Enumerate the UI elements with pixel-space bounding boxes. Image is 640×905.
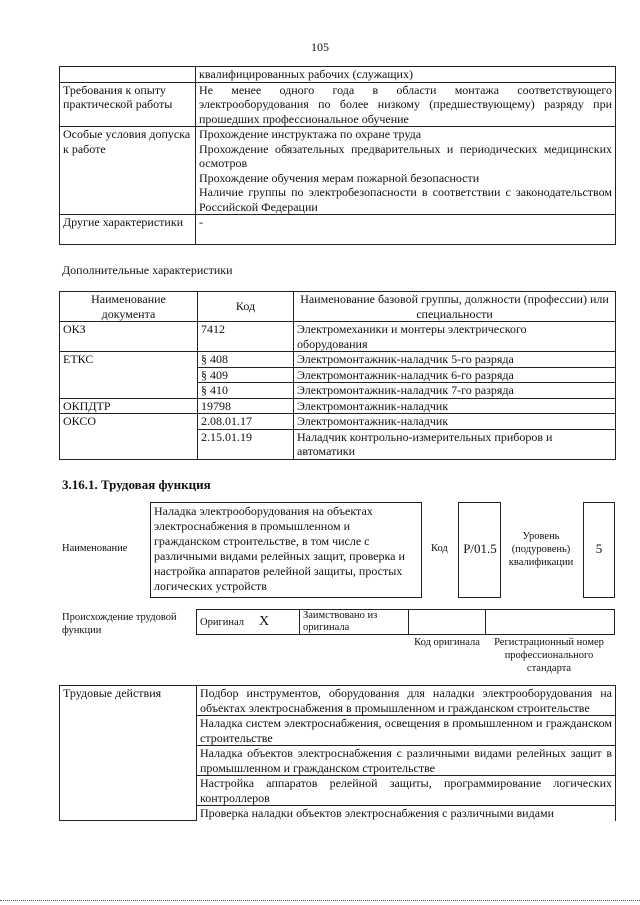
name-cell: Электромеханики и монтеры электрического оборудования [294, 322, 616, 352]
table-row [60, 398, 616, 414]
condition-item: Прохождение инструктажа по охране труда [199, 127, 422, 141]
borrowed-cell: Заимствовано из оригинала [300, 610, 409, 635]
table-row [60, 127, 616, 215]
function-name-box [150, 502, 422, 598]
action-item: Проверка наладки объектов электроснабжения с различными видами [197, 806, 616, 821]
empty-cell [409, 610, 486, 635]
table-cell: - [196, 215, 616, 245]
table-cell [60, 67, 196, 83]
table-row [60, 82, 616, 127]
table-row [60, 322, 616, 352]
function-name-label: Наименование [62, 543, 128, 554]
code-cell: § 410 [198, 383, 294, 399]
row-label: Требования к опыту практической работы [60, 82, 196, 127]
action-item: Наладка объектов электроснабжения с различными видами релейных защит в промышленном и гражданском строительстве [197, 746, 616, 776]
code-cell: 7412 [198, 322, 294, 352]
additional-title: Дополнительные характеристики [62, 263, 233, 277]
column-header: Наименование базовой группы, должности (профессии) или специальности [294, 292, 616, 322]
original-mark: X [259, 613, 270, 629]
table-header-row [60, 292, 616, 322]
name-cell: Электромонтажник-наладчик [294, 398, 616, 414]
code-cell: § 409 [198, 367, 294, 383]
actions-table [59, 685, 616, 821]
page-number: 105 [311, 40, 329, 54]
code-label: Код [431, 543, 448, 554]
code-caption: Код оригинала [414, 637, 480, 648]
table-row [60, 215, 616, 245]
table-cell: квалифицированных рабочих (служащих) [196, 67, 616, 83]
condition-item: Прохождение обучения мерам пожарной безопасности [199, 170, 480, 185]
function-name-value: Наладка электрооборудования на объектах электроснабжения в промышленном и гражданском строительстве, в том числе с различными видами релейных защит, проверка и настройка аппаратов релейной защиты, простых логических устройств [154, 504, 405, 593]
doc-cell: ОКСО [60, 414, 198, 460]
code-cell: 19798 [198, 398, 294, 414]
name-cell: Электромонтажник-наладчик [294, 414, 616, 430]
table-row [60, 686, 616, 716]
name-cell: Электромонтажник-наладчик 7-го разряда [294, 383, 616, 399]
column-header: Код [198, 292, 294, 322]
row-label: Особые условия допуска к работе [60, 127, 196, 215]
name-cell: Электромонтажник-наладчик 5-го разряда [294, 352, 616, 368]
row-label: Другие характеристики [60, 215, 196, 245]
code-value: Р/01.5 [463, 541, 497, 556]
reg-caption: Регистрационный номер профессионального стандарта [494, 637, 604, 674]
section-title: 3.16.1. Трудовая функция [62, 477, 211, 492]
original-cell [197, 610, 300, 635]
empty-cell [486, 610, 615, 635]
condition-item: Наличие группы по электробезопасности в соответствии с законодательством Российской Федерации [199, 185, 612, 214]
original-label: Оригинал [200, 616, 244, 628]
doc-cell: ОКПДТР [60, 398, 198, 414]
name-cell: Электромонтажник-наладчик 6-го разряда [294, 367, 616, 383]
code-cell: § 408 [198, 352, 294, 368]
additional-table [59, 291, 616, 460]
level-value: 5 [595, 541, 603, 556]
table-cell [196, 127, 616, 215]
actions-label: Трудовые действия [60, 686, 197, 821]
action-item: Подбор инструментов, оборудования для наладки электрооборудования на объектах электроснабжения в промышленном и гражданском строительстве [197, 686, 616, 716]
name-cell: Наладчик контрольно-измерительных приборов и автоматики [294, 429, 616, 459]
requirements-table [59, 66, 616, 245]
origin-table [196, 609, 615, 635]
action-item: Настройка аппаратов релейной защиты, программирование логических контроллеров [197, 776, 616, 806]
table-row [60, 414, 616, 430]
code-cell: 2.15.01.19 [198, 429, 294, 459]
table-row [60, 67, 616, 83]
level-label: Уровень (подуровень) квалификации [508, 531, 574, 568]
doc-cell: ОКЗ [60, 322, 198, 352]
table-cell: Не менее одного года в области монтажа соответствующего электрооборудования по более низкому (предшествующему) разряду при прошедших профессиональное обучение [196, 82, 616, 127]
code-cell: 2.08.01.17 [198, 414, 294, 430]
origin-label: Происхождение трудовой функции [62, 612, 177, 636]
action-item: Наладка систем электроснабжения, освещения в промышленном и гражданском строительстве [197, 716, 616, 746]
bottom-rule [0, 900, 640, 901]
condition-item: Прохождение обязательных предварительных и периодических медицинских осмотров [199, 141, 612, 170]
doc-cell: ЕТКС [60, 352, 198, 399]
table-row [60, 352, 616, 368]
column-header: Наименование документа [60, 292, 198, 322]
